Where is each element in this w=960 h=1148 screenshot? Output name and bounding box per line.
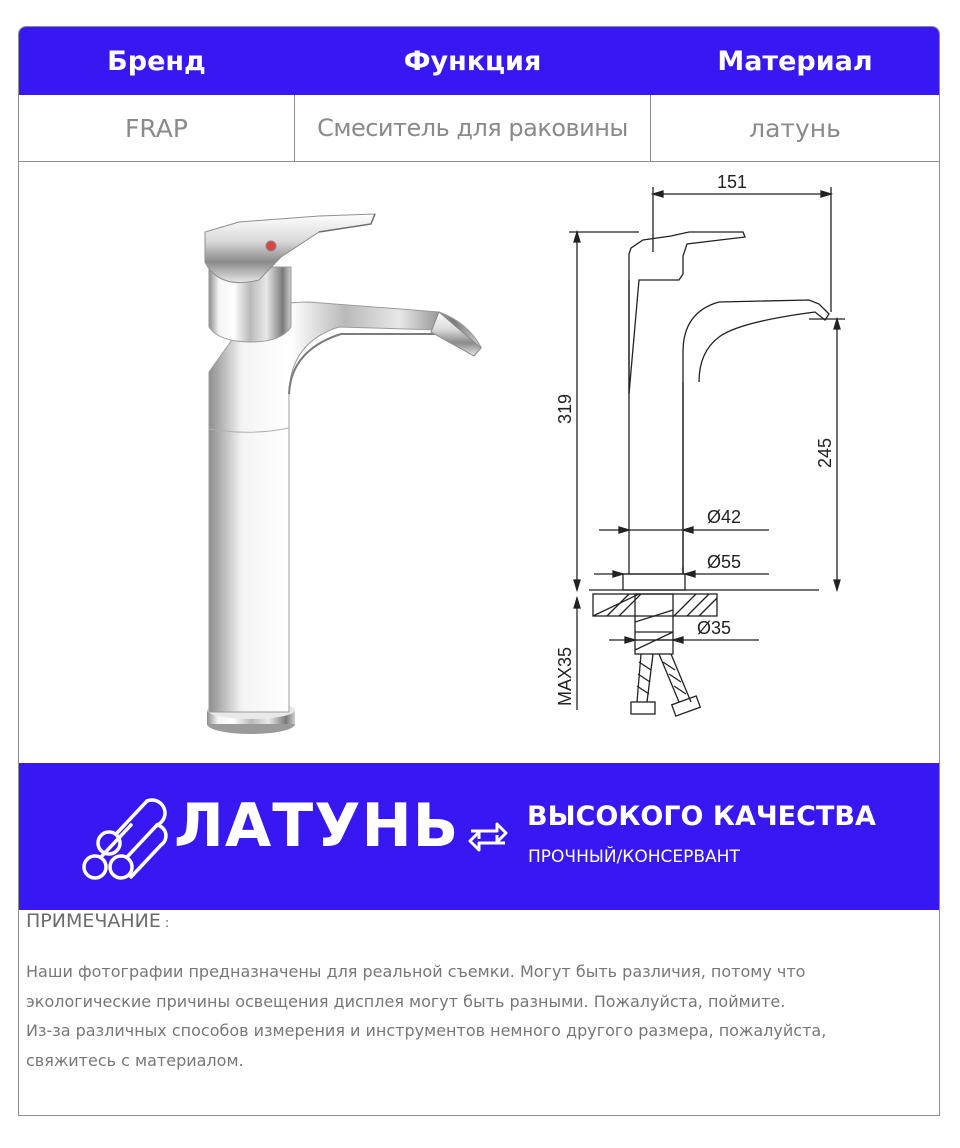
technical-drawing [19, 162, 939, 762]
dim-width-label: 151 [717, 172, 748, 192]
note-heading-text: ПРИМЕЧАНИЕ [26, 910, 161, 932]
note-heading [26, 910, 169, 932]
product-card [18, 26, 940, 1116]
note-line: экологические причины освещения дисплея могут быть разными. Пожалуйста, поймите. [26, 991, 786, 1011]
note-line: Наши фотографии предназначены для реальной съемки. Могут быть различия, потому что [26, 962, 806, 981]
exchange-arrows-icon [467, 819, 509, 855]
material-title: ЛАТУНЬ [174, 791, 460, 861]
value-material: латунь [749, 113, 841, 143]
brass-pipes-icon [79, 795, 169, 885]
quality-subtitle: ПРОЧНЫЙ/КОНСЕРВАНТ [528, 847, 740, 867]
header-material: Материал [717, 45, 873, 77]
note-body [26, 957, 916, 1075]
dim-height-label: 319 [555, 393, 575, 424]
dim-max35-label: MAX35 [555, 646, 575, 706]
note-line: свяжитесь с материалом. [26, 1050, 244, 1070]
dim-d42-label: Ø42 [707, 507, 742, 527]
spec-table-values [19, 95, 939, 162]
dim-d55-label: Ø55 [707, 552, 742, 572]
note-line: Из-за различных способов измерения и инструментов немного другого размера, пожалуйста, [26, 1021, 827, 1040]
dim-spout-height-label: 245 [815, 437, 835, 468]
header-function: Функция [403, 45, 542, 77]
note-heading-colon: : [164, 916, 170, 931]
quality-title: ВЫСОКОГО КАЧЕСТВА [527, 801, 876, 832]
material-banner [19, 763, 939, 910]
value-brand: FRAP [125, 113, 188, 143]
value-function: Смеситель для раковины [294, 95, 651, 161]
dim-d35-label: Ø35 [697, 618, 732, 638]
product-area [19, 162, 939, 762]
header-brand: Бренд [107, 45, 206, 77]
spec-table-header [19, 27, 939, 95]
